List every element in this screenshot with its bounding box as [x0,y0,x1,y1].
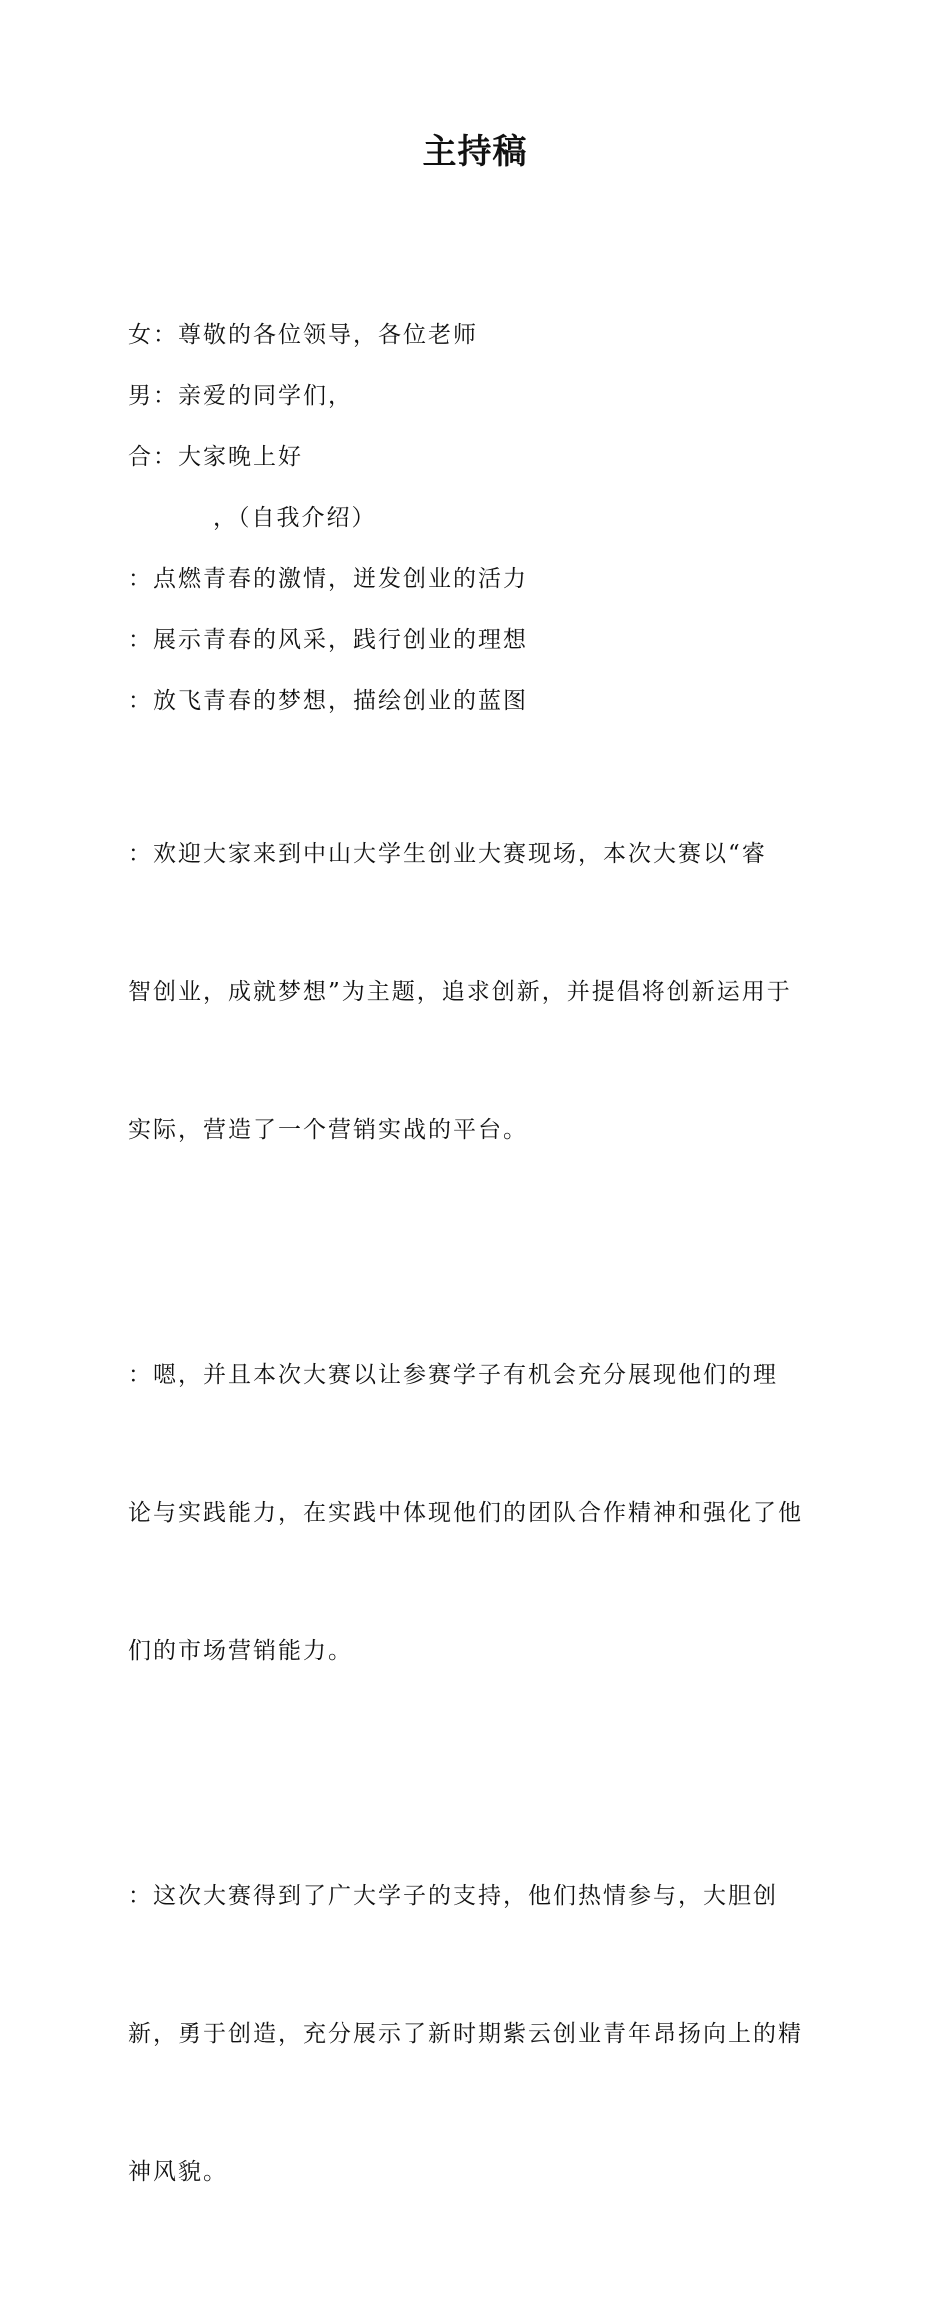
speaker-line-male: 男：亲爱的同学们， [128,383,353,409]
paragraph-line: ：欢迎大家来到中山大学生创业大赛现场，本次大赛以“睿 [128,841,767,867]
dialogue-line: ：点燃青春的激情，迸发创业的活力 [128,566,528,592]
dialogue-paragraph-welcome [128,739,828,1245]
dialogue-paragraph-ability [128,1260,828,1766]
dialogue-line: ：展示青春的风采，践行创业的理想 [128,627,528,653]
document-title: 主持稿 [422,132,528,172]
paragraph-line: ：嗯，并且本次大赛以让参赛学子有机会充分展现他们的理 [128,1362,778,1388]
paragraph-line: 实际，营造了一个营销实战的平台。 [128,1117,528,1143]
paragraph-line: 智创业，成就梦想”为主题，追求创新，并提倡将创新运用于 [128,979,792,1005]
speaker-line-female: 女：尊敬的各位领导，各位老师 [128,322,478,348]
dialogue-line: ：放飞青春的梦想，描绘创业的蓝图 [128,688,528,714]
paragraph-line: 论与实践能力，在实践中体现他们的团队合作精神和强化了他 [128,1500,803,1526]
speaker-line-together: 合：大家晚上好 [128,444,303,470]
paragraph-line: ：这次大赛得到了广大学子的支持，他们热情参与，大胆创 [128,1883,778,1909]
dialogue-paragraph-support [128,1781,828,2287]
self-introduction-line: ，（自我介绍） [213,505,377,531]
document-body [128,312,828,2302]
paragraph-line: 神风貌。 [128,2159,228,2185]
paragraph-line: 们的市场营销能力。 [128,1638,353,1664]
paragraph-line: 新，勇于创造，充分展示了新时期紫云创业青年昂扬向上的精 [128,2021,803,2047]
